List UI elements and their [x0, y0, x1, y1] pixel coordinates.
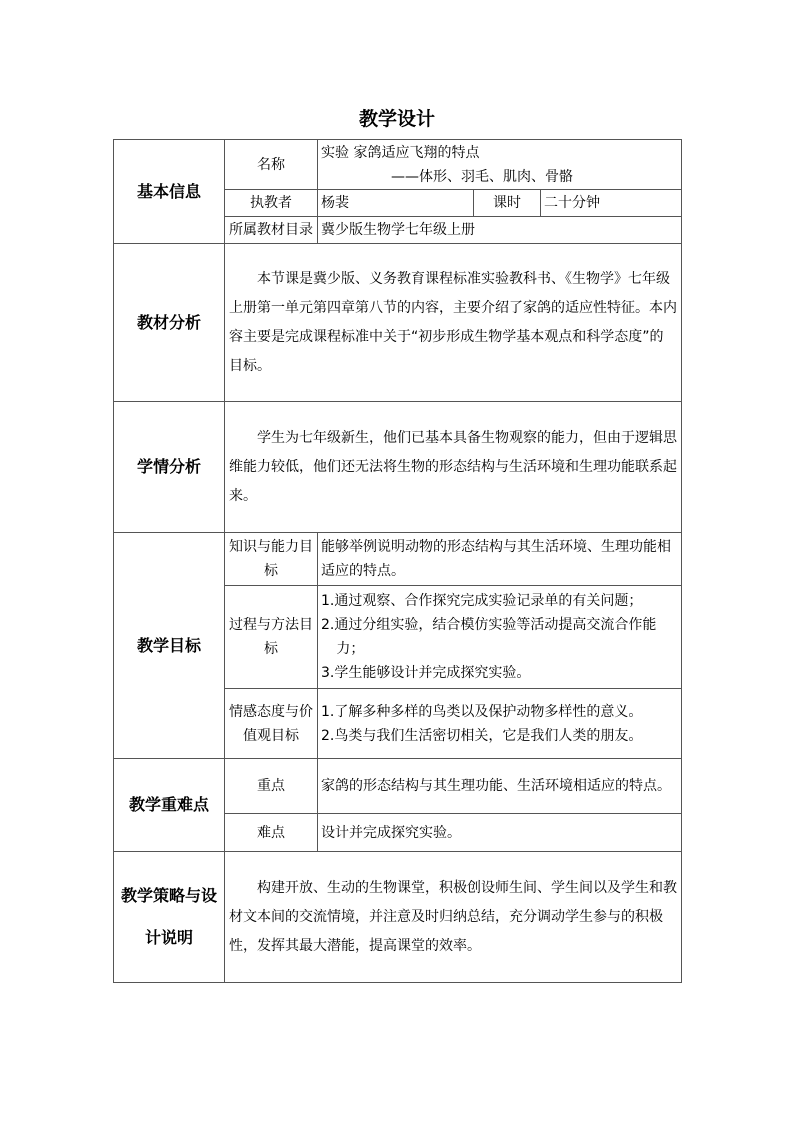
key-point-label: 重点	[225, 759, 318, 814]
lesson-name-line1: 实验 家鸽适应飞翔的特点	[321, 144, 480, 161]
student-analysis-text: 学生为七年级新生，他们已基本具备生物观察的能力，但由于逻辑思维能力较低，他们还无法将生物的形态结构与生活环境和生理功能联系起来。	[225, 402, 682, 533]
difficult-point-text: 设计并完成探究实验。	[318, 814, 682, 852]
section-key-points: 教学重难点	[114, 759, 225, 852]
lesson-name-line2: ——体形、羽毛、肌肉、骨骼	[391, 168, 573, 185]
difficult-point-label: 难点	[225, 814, 318, 852]
period-value: 二十分钟	[541, 190, 682, 217]
textbook-value: 冀少版生物学七年级上册	[318, 217, 682, 244]
process-list	[318, 586, 682, 689]
lesson-name	[318, 140, 682, 190]
process-item: 2.通过分组实验，结合模仿实验等活动提高交流合作能力；	[321, 617, 657, 657]
lesson-plan-table	[113, 139, 682, 983]
process-item: 3.学生能够设计并完成探究实验。	[321, 665, 531, 681]
textbook-label: 所属教材目录	[225, 217, 318, 244]
section-material-analysis: 教材分析	[114, 244, 225, 402]
key-point-text: 家鸽的形态结构与其生理功能、生活环境相适应的特点。	[318, 759, 682, 814]
process-label: 过程与方法目标	[225, 586, 318, 689]
process-item: 1.通过观察、合作探究完成实验记录单的有关问题；	[321, 593, 643, 609]
document-title: 教学设计	[358, 108, 435, 130]
knowledge-label: 知识与能力目标	[225, 533, 318, 586]
section-basic-info: 基本信息	[114, 140, 225, 244]
emotion-label: 情感态度与价值观目标	[225, 689, 318, 759]
section-objectives: 教学目标	[114, 533, 225, 759]
emotion-item: 2.鸟类与我们生活密切相关，它是我们人类的朋友。	[321, 727, 643, 744]
teacher-value: 杨裴	[318, 190, 474, 217]
period-label: 课时	[474, 190, 541, 217]
teacher-label: 执教者	[225, 190, 318, 217]
strategy-text: 构建开放、生动的生物课堂，积极创设师生间、学生间以及学生和教材文本间的交流情境，并注意及时归纳总结，充分调动学生参与的积极性，发挥其最大潜能，提高课堂的效率。	[225, 852, 682, 983]
emotion-item: 1.了解多种多样的鸟类以及保护动物多样性的意义。	[321, 703, 643, 720]
material-analysis-text: 本节课是冀少版、义务教育课程标准实验教科书、《生物学》七年级上册第一单元第四章第八节的内容，主要介绍了家鸽的适应性特征。本内容主要是完成课程标准中关于“初步形成生物学基本观点和科学态度”的目标。	[225, 244, 682, 402]
section-strategy: 教学策略与设计说明	[114, 852, 225, 983]
section-student-analysis: 学情分析	[114, 402, 225, 533]
emotion-list	[318, 689, 682, 759]
name-label: 名称	[225, 140, 318, 190]
knowledge-text: 能够举例说明动物的形态结构与其生活环境、生理功能相适应的特点。	[318, 533, 682, 586]
